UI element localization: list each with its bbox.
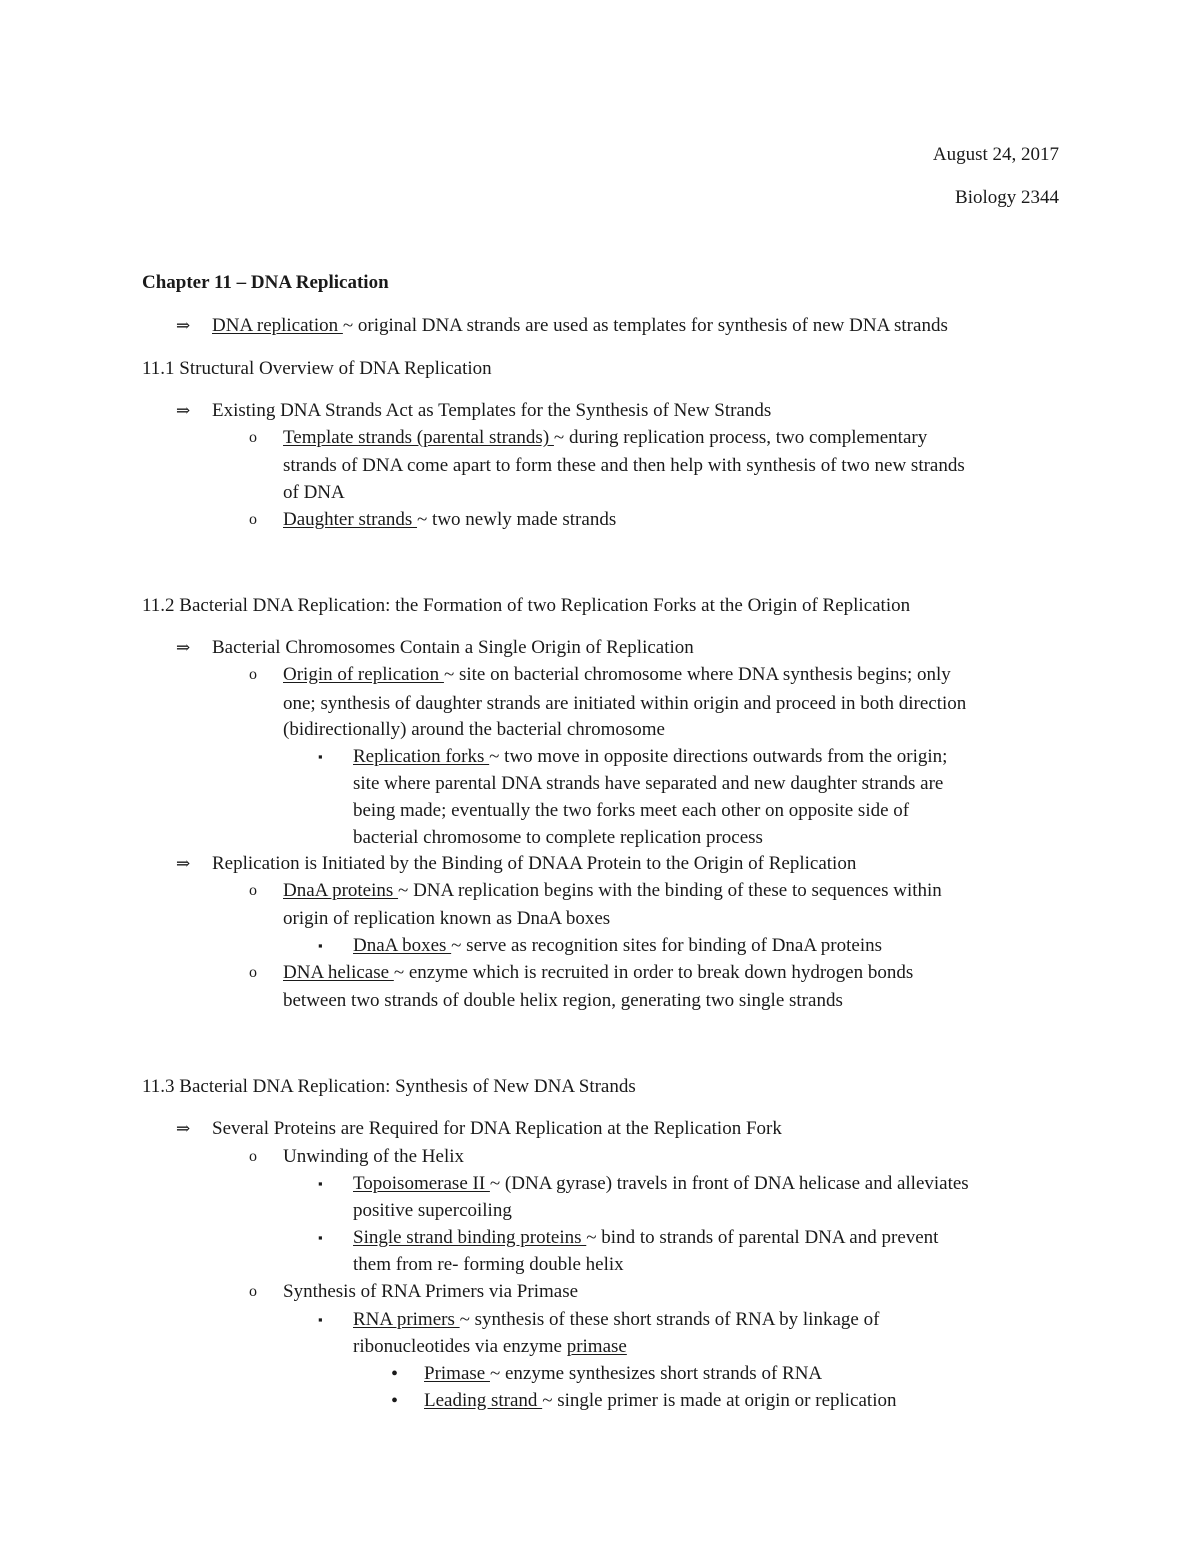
definition-dnaa-proteins (283, 880, 942, 902)
definition-text: ~ enzyme synthesizes short strands of RNA (489, 1363, 823, 1384)
term-dnaa-proteins: DnaA proteins (283, 880, 399, 901)
definition-text: ~ two move in opposite directions outwards from the origin; (489, 746, 948, 767)
term-replication-forks: Replication forks (353, 746, 490, 767)
subheading-templates: Existing DNA Strands Act as Templates for the Synthesis of New Strands (212, 400, 772, 421)
definition-text: ~ bind to strands of parental DNA and prevent (586, 1227, 939, 1248)
definition-text: ~ original DNA strands are used as templates for synthesis of new DNA strands (342, 315, 948, 336)
chapter-title: Chapter 11 – DNA Replication (142, 272, 389, 293)
term-dna-replication: DNA replication (212, 315, 343, 336)
definition-leading-strand (424, 1390, 896, 1412)
definition-dna-helicase (283, 962, 913, 984)
definition-continuation: between two strands of double helix region, generating two single strands (283, 990, 843, 1011)
definition-dnaa-boxes (353, 935, 882, 957)
definition-rna-primers (353, 1309, 879, 1331)
definition-text: ~ two newly made strands (417, 509, 617, 530)
definition-text: ~ DNA replication begins with the binding of these to sequences within (398, 880, 942, 901)
definition-dna-replication (212, 315, 948, 337)
subtopic-unwinding: Unwinding of the Helix (283, 1146, 465, 1167)
circle-bullet-icon: o (249, 511, 257, 528)
section-heading-11-1: 11.1 Structural Overview of DNA Replication (142, 358, 492, 379)
square-bullet-icon: ▪ (318, 938, 323, 953)
definition-text: ~ single primer is made at origin or replication (542, 1390, 897, 1411)
square-bullet-icon: ▪ (318, 1176, 323, 1191)
definition-text: ribonucleotides via enzyme (353, 1336, 567, 1357)
term-ssb-proteins: Single strand binding proteins (353, 1227, 587, 1248)
circle-bullet-icon: o (249, 1283, 257, 1300)
term-topoisomerase: Topoisomerase II (353, 1173, 490, 1194)
course-name: Biology 2344 (955, 187, 1059, 208)
definition-text: ~ serve as recognition sites for binding of DnaA proteins (451, 935, 882, 956)
definition-origin-of-replication (283, 664, 951, 686)
subheading-proteins-required: Several Proteins are Required for DNA Replication at the Replication Fork (212, 1118, 782, 1139)
definition-ssb-proteins (353, 1227, 938, 1249)
subheading-dnaa-binding: Replication is Initiated by the Binding of DNAA Protein to the Origin of Replication (212, 853, 857, 874)
term-dnaa-boxes: DnaA boxes (353, 935, 452, 956)
definition-continuation: origin of replication known as DnaA boxes (283, 908, 611, 929)
arrow-bullet-icon: ⇒ (176, 401, 191, 420)
term-rna-primers: RNA primers (353, 1309, 460, 1330)
definition-text: ~ during replication process, two complementary (553, 427, 928, 448)
definition-replication-forks (353, 746, 947, 768)
square-bullet-icon: ▪ (318, 1312, 323, 1327)
definition-continuation: one; synthesis of daughter strands are initiated within origin and proceed in both direction (283, 693, 967, 714)
section-heading-11-3: 11.3 Bacterial DNA Replication: Synthesis of New DNA Strands (142, 1076, 636, 1097)
term-leading-strand: Leading strand (424, 1390, 543, 1411)
square-bullet-icon: ▪ (318, 749, 323, 764)
arrow-bullet-icon: ⇒ (176, 638, 191, 657)
definition-continuation: positive supercoiling (353, 1200, 512, 1221)
definition-primase (424, 1363, 822, 1385)
arrow-bullet-icon: ⇒ (176, 854, 191, 873)
term-primase-inline: primase (566, 1336, 627, 1357)
term-primase: Primase (424, 1363, 490, 1384)
definition-text: ~ synthesis of these short strands of RNA by linkage of (459, 1309, 880, 1330)
circle-bullet-icon: o (249, 882, 257, 899)
document-date: August 24, 2017 (932, 144, 1059, 165)
definition-continuation: of DNA (283, 482, 345, 503)
circle-bullet-icon: o (249, 964, 257, 981)
term-dna-helicase: DNA helicase (283, 962, 394, 983)
square-bullet-icon: ▪ (318, 1230, 323, 1245)
definition-text: ~ enzyme which is recruited in order to break down hydrogen bonds (393, 962, 914, 983)
definition-continuation: them from re- forming double helix (353, 1254, 624, 1275)
definition-template-strands (283, 427, 927, 449)
definition-continuation: (bidirectionally) around the bacterial chromosome (283, 719, 665, 740)
definition-text: ~ site on bacterial chromosome where DNA synthesis begins; only (443, 664, 951, 685)
circle-bullet-icon: o (249, 1148, 257, 1165)
term-template-strands: Template strands (parental strands) (283, 427, 554, 448)
arrow-bullet-icon: ⇒ (176, 1119, 191, 1138)
arrow-bullet-icon: ⇒ (176, 316, 191, 335)
dot-bullet-icon: • (391, 1363, 399, 1385)
term-daughter-strands: Daughter strands (283, 509, 418, 530)
dot-bullet-icon: • (391, 1390, 399, 1412)
circle-bullet-icon: o (249, 429, 257, 446)
definition-continuation: strands of DNA come apart to form these and then help with synthesis of two new strands (283, 455, 965, 476)
definition-daughter-strands (283, 509, 616, 531)
section-heading-11-2: 11.2 Bacterial DNA Replication: the Formation of two Replication Forks at the Origin of Replication (142, 595, 911, 616)
circle-bullet-icon: o (249, 666, 257, 683)
term-origin-of-replication: Origin of replication (283, 664, 444, 685)
definition-continuation: being made; eventually the two forks meet each other on opposite side of (353, 800, 910, 821)
definition-continuation: bacterial chromosome to complete replication process (353, 827, 763, 848)
definition-text: ~ (DNA gyrase) travels in front of DNA helicase and alleviates (489, 1173, 969, 1194)
definition-continuation: site where parental DNA strands have separated and new daughter strands are (353, 773, 944, 794)
definition-topoisomerase (353, 1173, 969, 1195)
subheading-single-origin: Bacterial Chromosomes Contain a Single Origin of Replication (212, 637, 694, 658)
subtopic-rna-primers: Synthesis of RNA Primers via Primase (283, 1281, 579, 1302)
definition-continuation (353, 1336, 627, 1358)
